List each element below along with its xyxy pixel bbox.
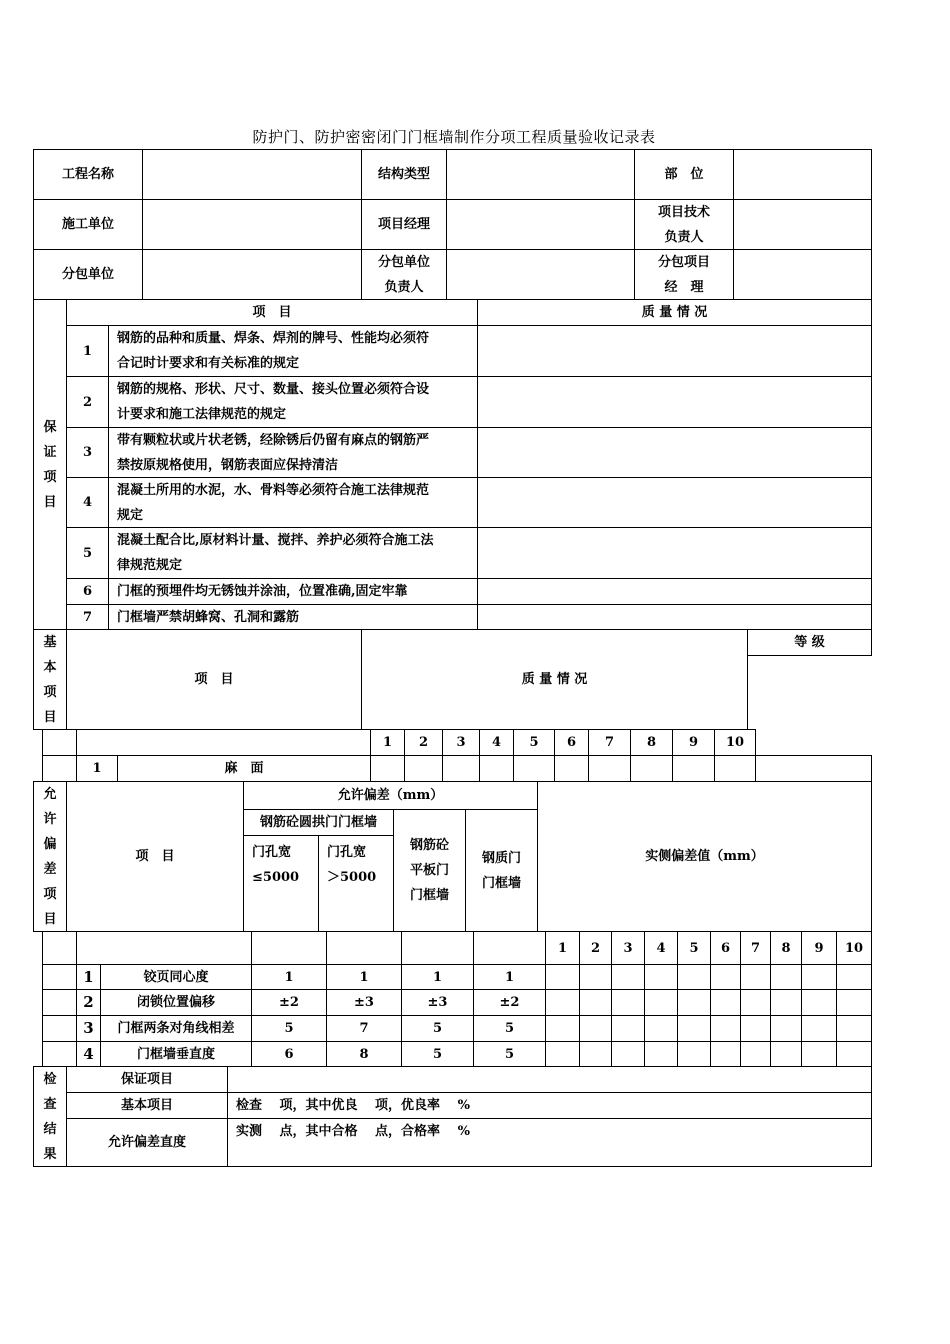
- tolerance-num-header: 10: [836, 931, 872, 965]
- basic-num-header: 1: [370, 729, 405, 756]
- tolerance-width-le5000-line2: ≤5000: [252, 870, 300, 885]
- result-label-char: 果: [43, 1146, 57, 1162]
- tolerance-width-gt5000-line2: ＞5000: [327, 870, 377, 885]
- basic-label-char: 本: [43, 659, 57, 675]
- label-contractor: 施工单位: [33, 199, 143, 250]
- tolerance-actual-header: 实侧偏差值（mm）: [537, 781, 872, 932]
- tolerance-row-no: 2: [76, 989, 101, 1016]
- tolerance-row-measure-cell[interactable]: [801, 1015, 837, 1042]
- tolerance-row-name: 门框墙垂直度: [100, 1041, 252, 1068]
- guarantee-row-text-line1: 钢筋的规格、形状、尺寸、数量、接头位置必须符合设: [117, 382, 430, 397]
- tolerance-num-header: 6: [710, 931, 741, 965]
- tolerance-steel-door: [465, 809, 538, 932]
- guarantee-row-text-line2: 律规范规定: [117, 558, 183, 573]
- basic-section-label: [33, 629, 67, 730]
- result-label-char: 检: [43, 1071, 57, 1087]
- basic-row-cell[interactable]: [479, 755, 514, 782]
- tolerance-steel-door-line1: 钢质门: [481, 850, 521, 866]
- tolerance-num-header: 7: [740, 931, 771, 965]
- label-location: 部 位: [634, 149, 734, 200]
- tolerance-row-name: 闭锁位置偏移: [100, 989, 252, 1016]
- tolerance-num-header: 2: [579, 931, 612, 965]
- tolerance-row-allow-value: 6: [251, 1041, 327, 1068]
- tolerance-row-measure-cell[interactable]: [801, 989, 837, 1016]
- tolerance-num-header: 1: [545, 931, 580, 965]
- tolerance-num-blank: [42, 931, 77, 965]
- field-tech-lead[interactable]: [733, 199, 872, 250]
- tolerance-row-measure-cell[interactable]: [677, 964, 711, 991]
- guarantee-row-text-line1: 混凝土配合比,原材料计量、搅拌、养护必须符合施工法: [117, 533, 434, 548]
- tolerance-width-le5000: [243, 835, 319, 932]
- tolerance-num-blank: [76, 931, 252, 965]
- tolerance-row-allow-value: ±3: [326, 989, 402, 1016]
- tolerance-row-allow-value: ±2: [251, 989, 327, 1016]
- guarantee-row-no: 2: [66, 376, 109, 428]
- tolerance-row-measure-cell[interactable]: [710, 1015, 741, 1042]
- tolerance-row-measure-cell[interactable]: [545, 964, 580, 991]
- result-tolerance-value[interactable]: 实测 点，其中合格 点，合格率 %: [227, 1118, 872, 1167]
- label-sub-pm: [634, 249, 734, 300]
- tolerance-row-measure-cell[interactable]: [579, 1015, 612, 1042]
- guarantee-row-quality[interactable]: [477, 325, 872, 377]
- tolerance-steel-door-line2: 门框墙: [481, 875, 521, 891]
- tolerance-row-measure-cell[interactable]: [579, 964, 612, 991]
- guarantee-row-quality[interactable]: [477, 427, 872, 478]
- tolerance-label-char: 许: [43, 811, 57, 827]
- tolerance-row-allow-value: ±2: [473, 989, 546, 1016]
- tolerance-flat-door: [393, 809, 466, 932]
- field-sub-unit-lead[interactable]: [446, 249, 635, 300]
- tolerance-row-measure-cell[interactable]: [545, 989, 580, 1016]
- guarantee-label-char: 项: [43, 469, 57, 485]
- guarantee-col-quality: 质 量 情 况: [477, 299, 872, 326]
- tolerance-row-measure-cell[interactable]: [611, 989, 645, 1016]
- tolerance-num-blank: [326, 931, 402, 965]
- guarantee-row-text-line2: 禁按原规格使用，钢筋表面应保持清洁: [117, 457, 339, 473]
- guarantee-row-no: 4: [66, 477, 109, 528]
- label-tech-lead-line1: 项目技术: [657, 204, 710, 220]
- basic-col-quality: 质 量 情 况: [361, 629, 748, 730]
- result-section-label: [33, 1066, 67, 1167]
- guarantee-col-item: 项 目: [66, 299, 478, 326]
- tolerance-label-char: 差: [43, 861, 57, 877]
- basic-num-header: 10: [714, 729, 756, 756]
- tolerance-row-allow-value: 8: [326, 1041, 402, 1068]
- tolerance-row-measure-cell[interactable]: [710, 989, 741, 1016]
- label-project-manager: 项目经理: [361, 199, 447, 250]
- guarantee-row-no: 5: [66, 527, 109, 579]
- guarantee-label-char: 保: [43, 419, 57, 435]
- tolerance-allow-header: 允许偏差（mm）: [243, 781, 538, 810]
- field-project-name[interactable]: [142, 149, 362, 200]
- basic-row-name: 麻 面: [117, 755, 371, 782]
- label-sub-pm-line1: 分包项目: [657, 254, 710, 270]
- tolerance-row-no: 4: [76, 1041, 101, 1068]
- tolerance-label-char: 偏: [43, 836, 57, 852]
- tolerance-row-allow-value: 5: [401, 1015, 474, 1042]
- tolerance-row-measure-cell[interactable]: [836, 1041, 872, 1068]
- field-project-manager[interactable]: [446, 199, 635, 250]
- basic-row-cell[interactable]: [672, 755, 715, 782]
- basic-num-blank: [76, 729, 371, 756]
- tolerance-row-allow-value: 5: [473, 1015, 546, 1042]
- field-location[interactable]: [733, 149, 872, 200]
- guarantee-row-text: 门框墙严禁胡蜂窝、孔洞和露筋: [108, 604, 478, 630]
- tolerance-num-header: 8: [770, 931, 802, 965]
- result-label-char: 结: [43, 1121, 57, 1137]
- basic-label-char: 项: [43, 684, 57, 700]
- tolerance-row-measure-cell[interactable]: [801, 964, 837, 991]
- tolerance-num-blank: [473, 931, 546, 965]
- tolerance-row-blank: [42, 964, 77, 991]
- tolerance-row-blank: [42, 989, 77, 1016]
- basic-row-cell[interactable]: [370, 755, 405, 782]
- guarantee-row-text-line1: 混凝土所用的水泥，水、骨料等必须符合施工法律规范: [117, 482, 430, 498]
- guarantee-row-no: 6: [66, 578, 109, 605]
- field-subcontractor[interactable]: [142, 249, 362, 300]
- result-basic-value[interactable]: 检查 项，其中优良 项，优良率 %: [227, 1092, 872, 1119]
- guarantee-row-no: 3: [66, 427, 109, 478]
- tolerance-row-measure-cell[interactable]: [770, 964, 802, 991]
- tolerance-row-measure-cell[interactable]: [611, 964, 645, 991]
- tolerance-row-measure-cell[interactable]: [579, 1041, 612, 1068]
- tolerance-row-measure-cell[interactable]: [770, 1041, 802, 1068]
- field-contractor[interactable]: [142, 199, 362, 250]
- basic-num-header: 5: [513, 729, 555, 756]
- tolerance-row-measure-cell[interactable]: [740, 989, 771, 1016]
- basic-row-cell[interactable]: [404, 755, 443, 782]
- tolerance-row-blank: [42, 1015, 77, 1042]
- label-sub-pm-line2: 经 理: [664, 279, 704, 295]
- tolerance-row-allow-value: 5: [251, 1015, 327, 1042]
- tolerance-row-no: 1: [76, 964, 101, 991]
- label-project-name: 工程名称: [33, 149, 143, 200]
- tolerance-width-gt5000-line1: 门孔宽: [327, 845, 367, 860]
- basic-num-header: 8: [630, 729, 673, 756]
- basic-label-char: 目: [43, 709, 57, 725]
- guarantee-row-text-line2: 规定: [117, 507, 144, 523]
- basic-col-grade: 等 级: [747, 629, 872, 656]
- tolerance-row-measure-cell[interactable]: [677, 989, 711, 1016]
- tolerance-num-blank: [251, 931, 327, 965]
- tolerance-label-char: 目: [43, 911, 57, 927]
- tolerance-row-no: 3: [76, 1015, 101, 1042]
- guarantee-row-text: [108, 477, 478, 528]
- tolerance-row-measure-cell[interactable]: [710, 964, 741, 991]
- tolerance-row-measure-cell[interactable]: [545, 1041, 580, 1068]
- tolerance-row-allow-value: 1: [326, 964, 402, 991]
- tolerance-row-allow-value: ±3: [401, 989, 474, 1016]
- tolerance-row-name: 铰页同心度: [100, 964, 252, 991]
- tolerance-flat-door-line1: 钢筋砼: [409, 838, 449, 853]
- tolerance-row-measure-cell[interactable]: [836, 989, 872, 1016]
- tolerance-num-header: 3: [611, 931, 645, 965]
- basic-num-header: 2: [404, 729, 443, 756]
- guarantee-row-text: [108, 325, 478, 377]
- result-guarantee-value[interactable]: [227, 1066, 872, 1093]
- label-sub-unit-lead: [361, 249, 447, 300]
- tolerance-row-measure-cell[interactable]: [611, 1015, 645, 1042]
- tolerance-row-measure-cell[interactable]: [545, 1015, 580, 1042]
- tolerance-row-measure-cell[interactable]: [740, 1041, 771, 1068]
- tolerance-row-allow-value: 5: [401, 1041, 474, 1068]
- tolerance-row-measure-cell[interactable]: [677, 1015, 711, 1042]
- tolerance-row-measure-cell[interactable]: [770, 989, 802, 1016]
- basic-row-blank: [42, 755, 77, 782]
- field-sub-pm[interactable]: [733, 249, 872, 300]
- tolerance-row-allow-value: 1: [251, 964, 327, 991]
- tolerance-section-label: [33, 781, 67, 932]
- basic-col-item: 项 目: [66, 629, 362, 730]
- result-label-char: 查: [43, 1096, 57, 1112]
- guarantee-row-text: [108, 527, 478, 579]
- guarantee-row-no: 7: [66, 604, 109, 630]
- label-structure-type: 结构类型: [361, 149, 447, 200]
- document-title: 防护门、防护密密闭门门框墙制作分项工程质量验收记录表: [252, 128, 656, 146]
- tolerance-flat-door-line3: 门框墙: [409, 888, 449, 903]
- tolerance-row-measure-cell[interactable]: [579, 989, 612, 1016]
- guarantee-row-text: [108, 376, 478, 428]
- guarantee-row-text: [108, 427, 478, 478]
- guarantee-row-quality[interactable]: [477, 578, 872, 605]
- basic-label-char: 基: [43, 634, 57, 650]
- tolerance-label-char: 允: [43, 786, 57, 802]
- tolerance-num-header: 4: [644, 931, 678, 965]
- tolerance-row-measure-cell[interactable]: [836, 964, 872, 991]
- tolerance-row-measure-cell[interactable]: [644, 1041, 678, 1068]
- label-tech-lead-line2: 负责人: [664, 229, 704, 245]
- tolerance-row-allow-value: 1: [473, 964, 546, 991]
- tolerance-width-gt5000: [318, 835, 394, 932]
- tolerance-row-measure-cell[interactable]: [740, 1015, 771, 1042]
- basic-num-blank: [42, 729, 77, 756]
- tolerance-label-char: 项: [43, 886, 57, 902]
- guarantee-row-quality[interactable]: [477, 376, 872, 428]
- result-tolerance-label: 允许偏差直度: [66, 1118, 228, 1167]
- guarantee-section-label: [33, 299, 67, 630]
- guarantee-row-text: 门框的预埋件均无锈蚀并涂油，位置准确,固定牢靠: [108, 578, 478, 605]
- guarantee-row-text-line1: 钢筋的品种和质量、焊条、焊剂的牌号、性能均必须符: [117, 331, 430, 346]
- guarantee-label-char: 证: [43, 444, 57, 460]
- tolerance-width-le5000-line1: 门孔宽: [252, 845, 292, 860]
- basic-row-cell[interactable]: [513, 755, 555, 782]
- tolerance-num-header: 5: [677, 931, 711, 965]
- guarantee-row-quality[interactable]: [477, 477, 872, 528]
- tolerance-row-measure-cell[interactable]: [644, 989, 678, 1016]
- tolerance-arch-header: 钢筋砼圆拱门门框墙: [243, 809, 394, 836]
- guarantee-row-no: 1: [66, 325, 109, 377]
- guarantee-row-quality[interactable]: [477, 604, 872, 630]
- label-sub-unit-lead-line2: 负责人: [384, 279, 424, 295]
- basic-num-header: 9: [672, 729, 715, 756]
- basic-row-no: 1: [76, 755, 118, 782]
- label-sub-unit-lead-line1: 分包单位: [377, 254, 430, 270]
- basic-row-cell[interactable]: [554, 755, 589, 782]
- basic-row-cell[interactable]: [630, 755, 673, 782]
- tolerance-num-blank: [401, 931, 474, 965]
- result-basic-label: 基本项目: [66, 1092, 228, 1119]
- basic-row-grade[interactable]: [755, 755, 872, 782]
- guarantee-row-text-line2: 计要求和施工法律规范的规定: [117, 407, 287, 422]
- basic-row-cell[interactable]: [714, 755, 756, 782]
- basic-row-cell[interactable]: [442, 755, 480, 782]
- tolerance-row-measure-cell[interactable]: [611, 1041, 645, 1068]
- guarantee-row-text-line1: 带有颗粒状或片状老锈，经除锈后仍留有麻点的钢筋严: [117, 432, 430, 448]
- basic-num-header: 3: [442, 729, 480, 756]
- basic-num-header: 6: [554, 729, 589, 756]
- tolerance-row-measure-cell[interactable]: [801, 1041, 837, 1068]
- tolerance-num-header: 9: [801, 931, 837, 965]
- guarantee-row-text-line2: 合记时计要求和有关标准的规定: [117, 356, 300, 371]
- tolerance-col-item: 项 目: [66, 781, 244, 932]
- guarantee-label-char: 目: [43, 494, 57, 510]
- tolerance-row-measure-cell[interactable]: [644, 1015, 678, 1042]
- guarantee-row-quality[interactable]: [477, 527, 872, 579]
- label-subcontractor: 分包单位: [33, 249, 143, 300]
- tolerance-row-measure-cell[interactable]: [770, 1015, 802, 1042]
- basic-row-cell[interactable]: [588, 755, 631, 782]
- basic-num-header: 7: [588, 729, 631, 756]
- tolerance-row-measure-cell[interactable]: [644, 964, 678, 991]
- tolerance-row-allow-value: 7: [326, 1015, 402, 1042]
- tolerance-row-name: 门框两条对角线相差: [100, 1015, 252, 1042]
- basic-num-header: 4: [479, 729, 514, 756]
- result-guarantee-label: 保证项目: [66, 1066, 228, 1093]
- label-tech-lead: [634, 199, 734, 250]
- tolerance-row-measure-cell[interactable]: [677, 1041, 711, 1068]
- tolerance-row-allow-value: 1: [401, 964, 474, 991]
- tolerance-flat-door-line2: 平板门: [409, 863, 449, 878]
- tolerance-row-blank: [42, 1041, 77, 1068]
- tolerance-row-allow-value: 5: [473, 1041, 546, 1068]
- tolerance-row-measure-cell[interactable]: [836, 1015, 872, 1042]
- field-structure-type[interactable]: [446, 149, 635, 200]
- tolerance-row-measure-cell[interactable]: [740, 964, 771, 991]
- tolerance-row-measure-cell[interactable]: [710, 1041, 741, 1068]
